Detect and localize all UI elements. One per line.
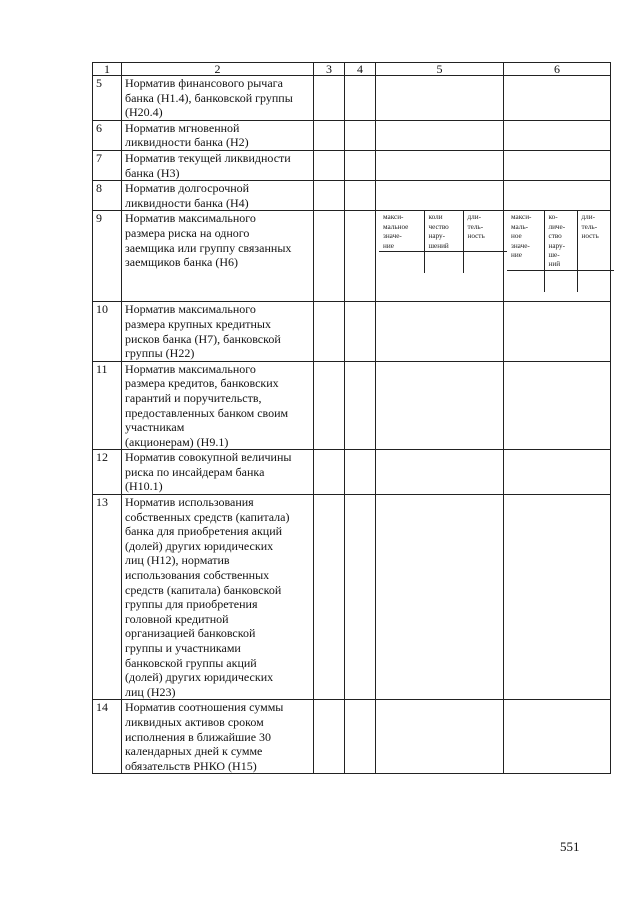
row-number: 9 [93,211,122,302]
cell-text-line: гарантий и поручительств, [125,390,262,405]
cell-text-line: банка (Н3) [125,165,180,180]
header-cell: 6 [504,63,611,76]
normative-name [122,76,314,121]
subheader-cell [424,211,463,251]
col-3-cell [314,150,345,180]
cell-text-line: личе- [548,222,566,231]
cell-text-line: ство [548,232,562,241]
col-3-cell [314,495,345,700]
cell-text-line: нару- [428,232,446,241]
cell-text-line: Норматив мгновенной [125,120,240,135]
subvalue-cell [424,251,463,273]
col-3-cell [314,211,345,302]
normatives-table [92,62,611,774]
cell-text-line: шений [428,241,449,250]
cell-text-line: ность [467,232,485,241]
cell-text-line: группы (Н22) [125,346,195,361]
page-number: 551 [560,839,580,854]
subheader-cell [544,211,577,270]
cell-text-line: исполнения в ближайшие 30 [125,729,272,744]
cell-text-line: ное [511,232,522,241]
col-4-cell [345,450,376,495]
cell-text-line: риска по инсайдерам банка [125,464,265,479]
col-4-cell [345,150,376,180]
col-3-cell [314,120,345,150]
subvalue-row [379,251,507,273]
normative-name [122,361,314,450]
col-3-cell [314,181,345,211]
cell-text-line: обязательств РНКО (Н15) [125,758,257,773]
table-row [93,76,611,121]
cell-text-line: группы и участниками [125,641,241,655]
table-row [93,181,611,211]
normative-name [122,120,314,150]
cell-text-line: организацией банковской [125,626,256,641]
normative-name [122,700,314,774]
normative-name [122,495,314,700]
cell-text-line: ликвидности банка (Н4) [125,195,249,210]
col-5-cell [376,450,504,495]
table-row [93,450,611,495]
col-4-cell [345,181,376,211]
col-6-cell [504,495,611,700]
table-row [93,150,611,180]
header-cell: 2 [122,63,314,76]
cell-text-line: размера крупных кредитных [125,316,271,331]
cell-text-line: ше- [548,250,560,259]
cell-text-line: Норматив максимального [125,211,256,226]
col-6-cell [504,181,611,211]
col-4-cell [345,76,376,121]
col-4-cell [345,495,376,700]
cell-text-line: маль- [511,222,529,231]
col-6-cell [504,76,611,121]
cell-text-line: дли- [467,213,481,222]
cell-text-line: мальное [383,222,409,231]
cell-text-line: тель- [581,222,598,231]
col-3-cell [314,450,345,495]
row-number: 12 [93,450,122,495]
col-5-cell [376,700,504,774]
col-6-cell [504,361,611,450]
table-row [93,302,611,361]
cell-text-line: головной кредитной [125,611,229,626]
cell-text-line: (Н20.4) [125,105,163,120]
col-4-cell [345,361,376,450]
cell-text-line: коли [428,213,443,222]
cell-text-line: (Н10.1) [125,479,163,494]
cell-text-line: ко- [548,213,558,222]
cell-text-line: Норматив соотношения суммы [125,700,284,715]
table-row [93,211,611,302]
cell-text-line: ние [511,250,522,259]
cell-text-line: макси- [383,213,404,222]
subvalue-cell [544,270,577,292]
normative-name [122,211,314,302]
subvalue-row [507,270,614,292]
col-5-cell [376,495,504,700]
cell-text-line: Норматив максимального [125,302,256,317]
subvalue-cell [507,270,544,292]
subheader-cell [379,211,424,251]
cell-text-line: Норматив использования [125,495,254,510]
cell-text-line: дли- [581,213,595,222]
row-number: 10 [93,302,122,361]
cell-text-line: заемщика или группу связанных [125,240,292,255]
subheader-cell [507,211,544,270]
cell-text-line: Норматив максимального [125,361,256,376]
cell-text-line: нару- [548,241,566,250]
table-row [93,700,611,774]
cell-text-line: ность [581,232,599,241]
cell-text-line: Норматив финансового рычага [125,76,283,90]
cell-text-line: Норматив текущей ликвидности [125,150,291,165]
cell-text-line: (долей) других юридических [125,538,274,553]
cell-text-line: лиц (Н23) [125,684,176,699]
normative-name [122,302,314,361]
col-6-cell [504,211,611,302]
subheader-table [507,211,614,291]
row-number: 7 [93,150,122,180]
normative-name [122,150,314,180]
subheader-table [379,211,507,273]
subheader-row [379,211,507,251]
header-cell: 3 [314,63,345,76]
col-4-cell [345,700,376,774]
col-6-cell [504,120,611,150]
col-5-cell [376,181,504,211]
cell-text-line: предоставленных банком своим [125,405,289,420]
row-number: 8 [93,181,122,211]
cell-text-line: (долей) других юридических [125,670,274,685]
cell-text-line: заемщиков банка (Н6) [125,255,239,270]
cell-text-line: рисков банка (Н7), банковской [125,331,281,346]
col-5-cell [376,302,504,361]
cell-text-line: календарных дней к сумме [125,744,263,759]
col-4-cell [345,211,376,302]
cell-text-line: размера кредитов, банковских [125,376,279,391]
cell-text-line: банка для приобретения акций [125,524,283,539]
subheader-row [507,211,614,270]
subheader-cell [463,211,507,251]
col-5-cell [376,211,504,302]
col-5-cell [376,76,504,121]
row-number: 11 [93,361,122,450]
cell-text-line: средств (капитала) банковской [125,582,282,597]
row-number: 14 [93,700,122,774]
cell-text-line: размера риска на одного [125,225,250,240]
cell-text-line: тель- [467,222,484,231]
col-3-cell [314,361,345,450]
table-row [93,495,611,700]
cell-text-line: значе- [383,232,402,241]
table-row [93,361,611,450]
cell-text-line: макси- [511,213,532,222]
normative-name [122,450,314,495]
cell-text-line: чество [428,222,449,231]
cell-text-line: ликвидных активов сроком [125,714,264,729]
row-number: 13 [93,495,122,700]
col-6-cell [504,302,611,361]
subvalue-cell [379,251,424,273]
cell-text-line: значе- [511,241,530,250]
col-6-cell [504,700,611,774]
col-4-cell [345,302,376,361]
cell-text-line: Норматив долгосрочной [125,181,250,196]
cell-text-line: участникам [125,420,185,435]
table-row [93,120,611,150]
cell-text-line: банковской группы акций [125,655,257,670]
cell-text-line: группы для приобретения [125,597,258,612]
row-number: 6 [93,120,122,150]
col-4-cell [345,120,376,150]
col-5-cell [376,361,504,450]
header-cell: 4 [345,63,376,76]
col-5-cell [376,120,504,150]
col-3-cell [314,302,345,361]
cell-text-line: собственных средств (капитала) [125,509,290,524]
header-cell: 1 [93,63,122,76]
col-6-cell [504,450,611,495]
cell-text-line: банка (Н1.4), банковской группы [125,90,293,105]
subheader-cell [577,211,614,270]
cell-text-line: использования собственных [125,568,270,583]
col-5-cell [376,150,504,180]
subvalue-cell [577,270,614,292]
col-3-cell [314,76,345,121]
cell-text-line: ликвидности банка (Н2) [125,135,249,150]
cell-text-line: Норматив совокупной величины [125,450,292,465]
header-cell: 5 [376,63,504,76]
header-row [93,63,611,76]
subvalue-cell [463,251,507,273]
normative-name [122,181,314,211]
row-number: 5 [93,76,122,121]
col-6-cell [504,150,611,180]
cell-text-line: лиц (Н12), норматив [125,553,230,568]
col-3-cell [314,700,345,774]
cell-text-line: ний [548,260,561,269]
cell-text-line: (акционерам) (Н9.1) [125,434,229,449]
cell-text-line: ние [383,241,394,250]
